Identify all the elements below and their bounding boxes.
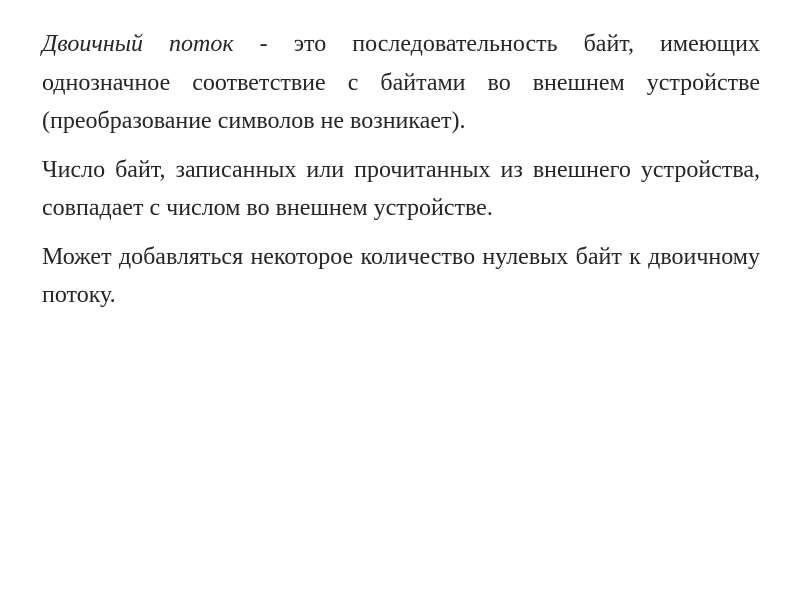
paragraph-byte-count: Число байт, записанных или прочитанных из внешнего устройства, совпадает с числом во внешнем устройстве. — [42, 156, 760, 221]
paragraph-binary-stream-definition — [42, 25, 760, 141]
slide-text-body — [42, 25, 760, 325]
term-binary-stream: Двоичный поток — [42, 31, 234, 57]
paragraph-null-bytes: Может добавляться некоторое количество нулевых байт к двоичному потоку. — [42, 243, 760, 308]
definition-text: - это последовательность байт, имеющих однозначное соответствие с байтами во внешнем устройстве (преобразование символов не возникает). — [42, 31, 760, 134]
